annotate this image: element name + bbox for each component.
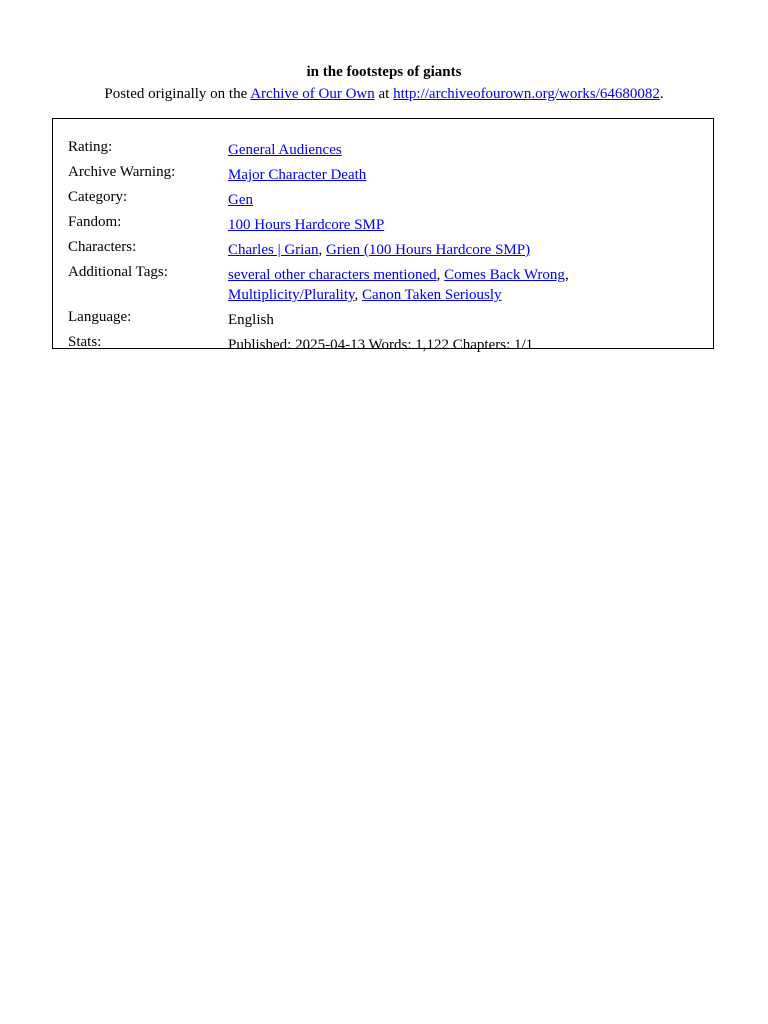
work-url-link[interactable]: http://archiveofourown.org/works/64680082 [393,86,660,102]
warning-row [68,162,698,187]
work-title: in the footsteps of giants [306,64,462,80]
additional-tag[interactable]: Comes Back Wrong [444,267,565,283]
stats-label: Stats: [68,334,102,350]
characters-label: Characters: [68,239,137,255]
fandom-label: Fandom: [68,214,122,230]
posted-line [0,84,768,104]
additional-tag[interactable]: several other characters mentioned [228,267,437,283]
rating-label: Rating: [68,139,113,155]
fandom-row [68,212,698,237]
warning-label: Archive Warning: [68,164,176,180]
trailing-period: . [659,86,664,102]
at-text: at [378,86,390,102]
rating-row [68,137,698,162]
character-tag[interactable]: Charles | Grian [228,242,319,258]
category-row [68,187,698,212]
archive-link[interactable]: Archive of Our Own [250,86,375,102]
stats-value: Published: 2025-04-13 Words: 1,122 Chapters: 1/1 [228,337,534,353]
fandom-value [228,212,698,237]
language-label: Language: [68,309,132,325]
metadata-table [68,137,698,357]
category-value [228,187,698,212]
metadata-box [52,118,714,353]
additional-tag[interactable]: Multiplicity/Plurality [228,287,355,303]
work-header [0,62,768,104]
warning-tag[interactable]: Major Character Death [228,167,367,183]
additional-tags-value: several other characters mentioned, Comes Back Wrong, Multiplicity/Plurality, Canon Taken Seriously [228,267,569,303]
characters-row [68,237,698,262]
category-tag[interactable]: Gen [228,192,253,208]
warning-value [228,162,698,187]
language-value: English [228,312,274,328]
posted-prefix: Posted originally on the [104,86,248,102]
character-tag[interactable]: Grien (100 Hours Hardcore SMP) [325,242,531,258]
language-row [68,307,698,332]
rating-tag[interactable]: General Audiences [228,142,342,158]
stats-row [68,332,698,357]
fandom-tag[interactable]: 100 Hours Hardcore SMP [228,217,385,233]
additional-tags-row [68,262,698,307]
additional-tag[interactable]: Canon Taken Seriously [362,287,502,303]
category-label: Category: [68,189,128,205]
additional-tags-label: Additional Tags: [68,264,168,280]
characters-value: Charles | Grian, Grien (100 Hours Hardcore SMP) [228,242,531,258]
rating-value [228,137,698,162]
